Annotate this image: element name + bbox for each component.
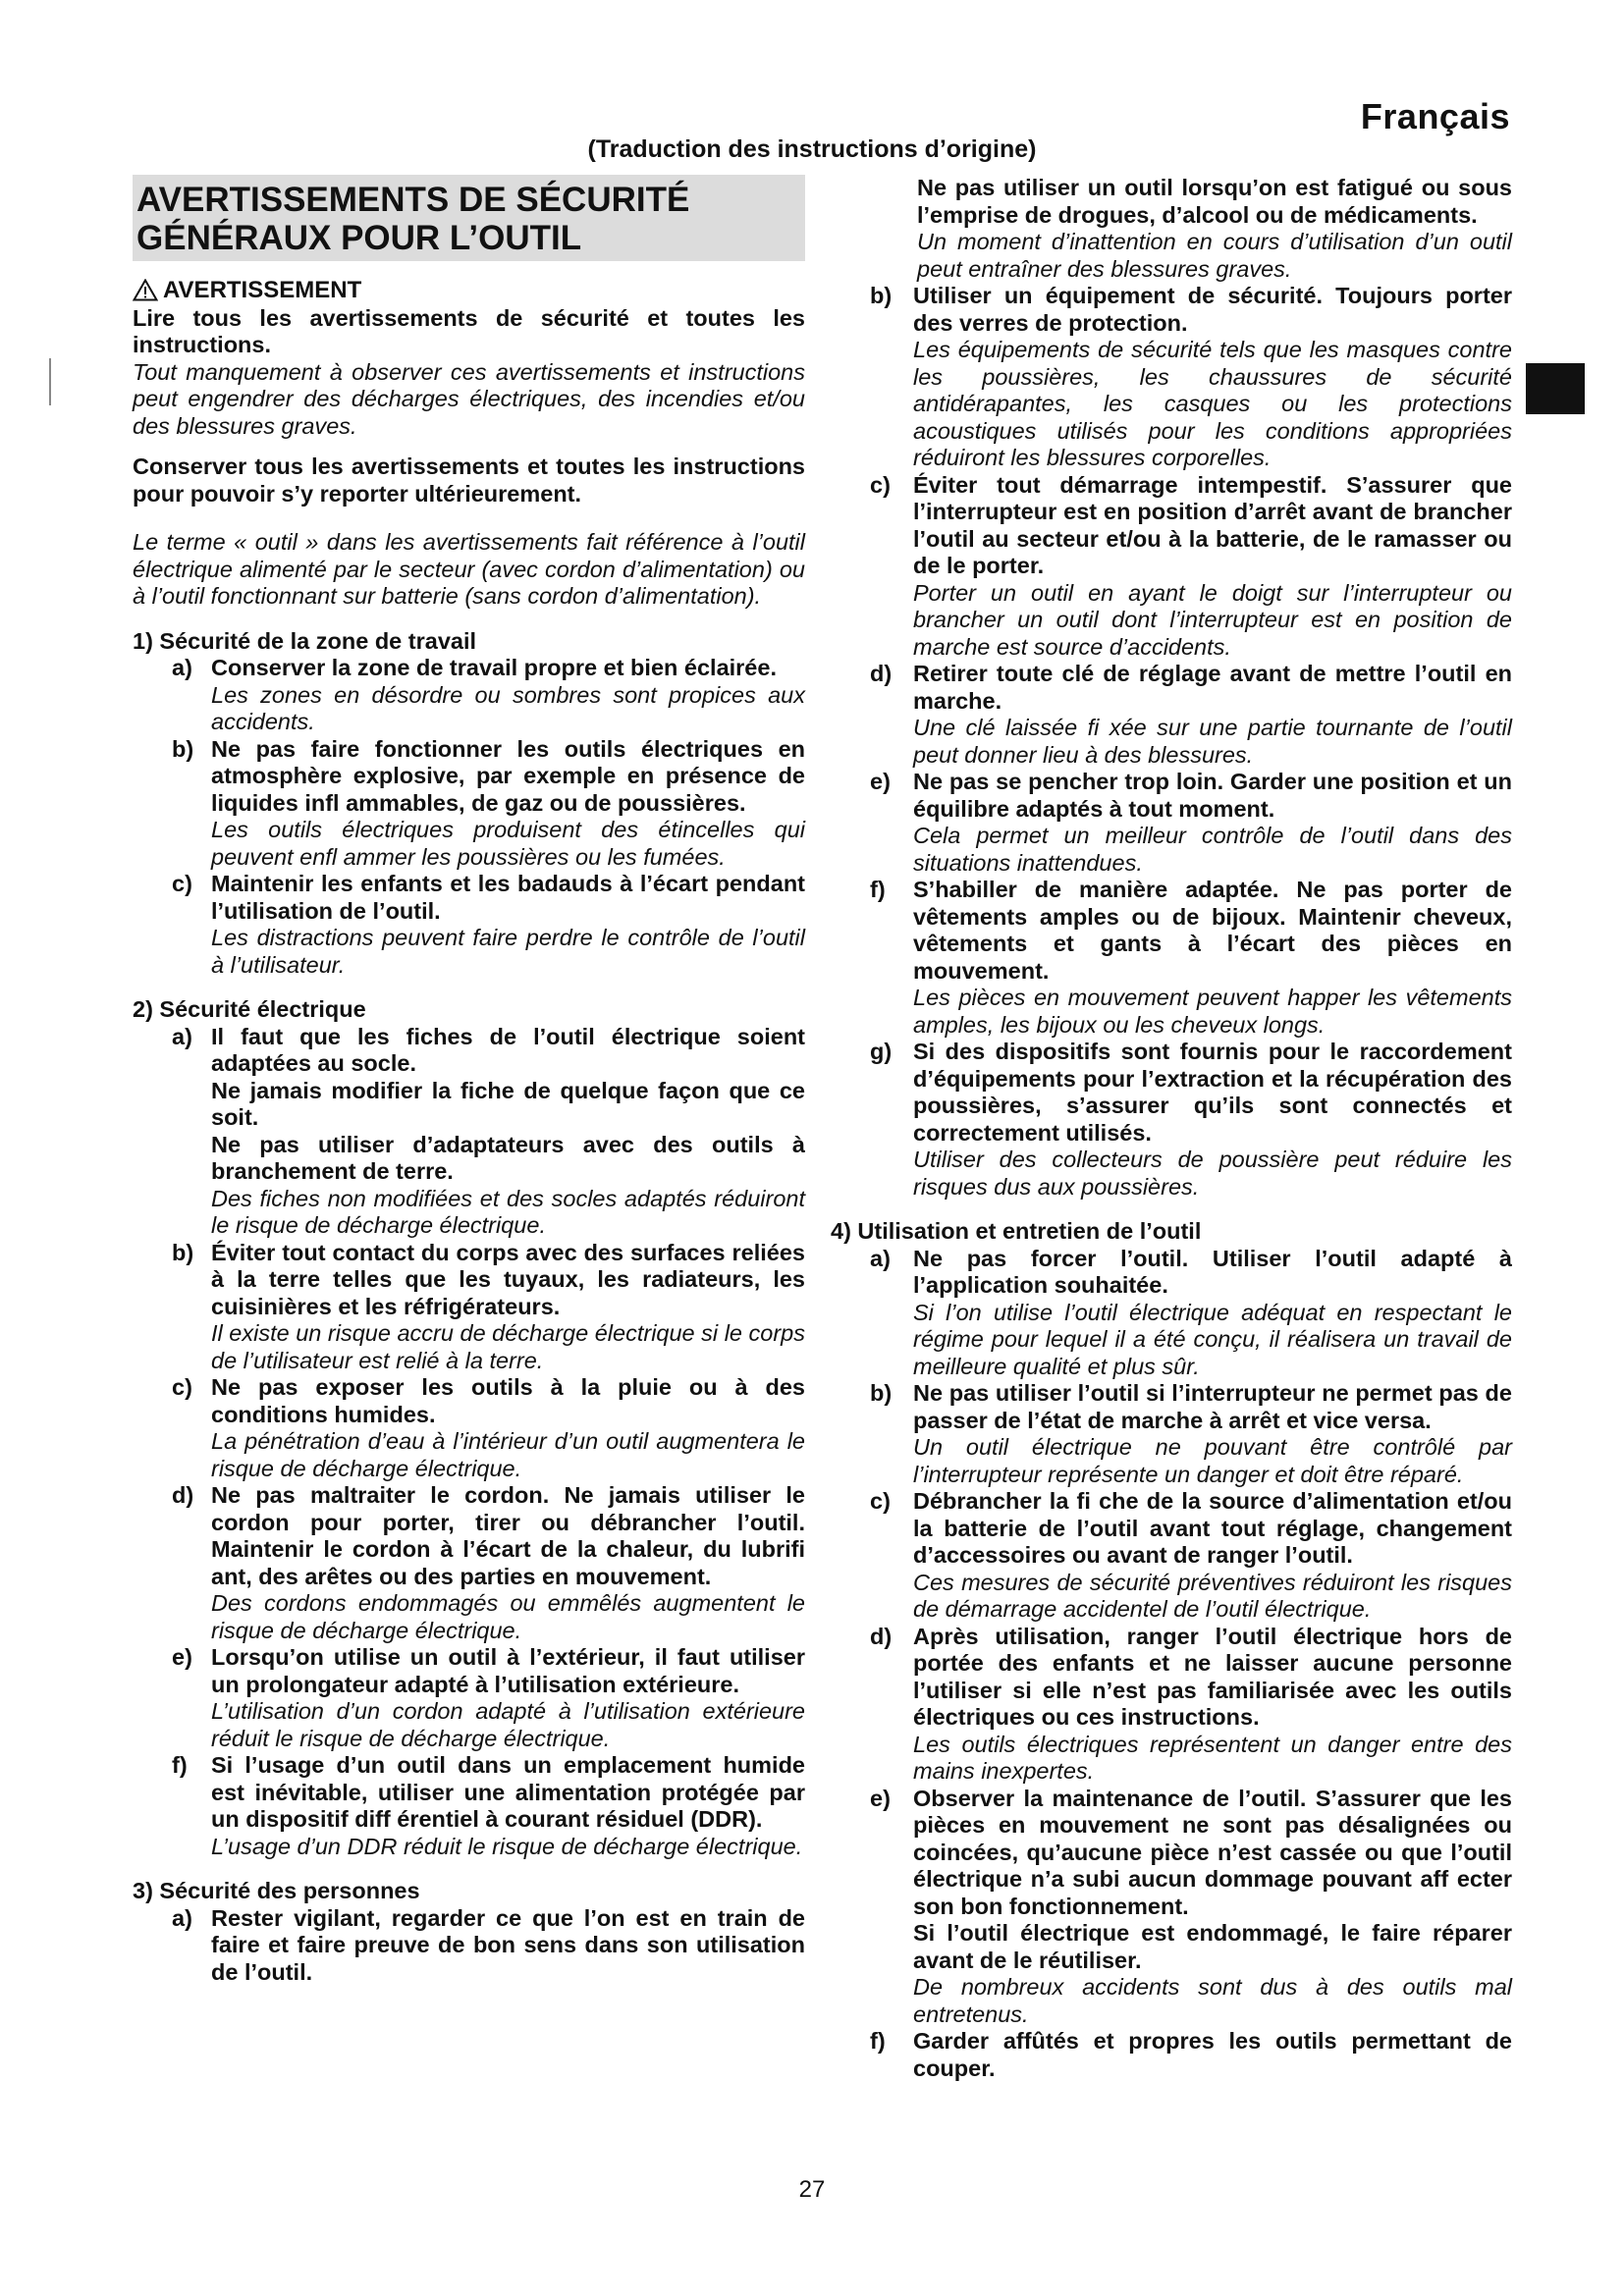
item-bold: Si l’usage d’un outil dans un emplacement humide est inévitable, utiliser une alimentation protégée par un dispositif diff érentiel à courant résiduel (DDR). — [211, 1752, 805, 1832]
item-label: f) — [870, 877, 886, 902]
section-tab-marker — [1526, 363, 1585, 414]
item-3e — [831, 769, 1512, 877]
item-italic: La pénétration d’eau à l’intérieur d’un outil augmentera le risque de décharge électrique. — [211, 1428, 805, 1481]
item-italic: Un outil électrique ne pouvant être contrôlé par l’interrupteur représente un danger et doit être réparé. — [913, 1434, 1512, 1487]
item-2f — [133, 1752, 805, 1860]
item-4c — [831, 1488, 1512, 1624]
item-bold: Il faut que les fiches de l’outil électrique soient adaptées au socle. — [211, 1023, 805, 1076]
warning-italic: Tout manquement à observer ces avertissements et instructions peut engendrer des décharges électriques, des incendies et/ou des blessures graves. — [133, 358, 805, 439]
section-4-title: 4) Utilisation et entretien de l’outil — [831, 1218, 1202, 1244]
section-2-title: 2) Sécurité électrique — [133, 996, 366, 1022]
item-bold: Ne pas utiliser l’outil si l’interrupteur ne permet pas de passer de l’état de marche à arrêt et vice versa. — [913, 1380, 1512, 1433]
item-label: f) — [870, 2028, 886, 2054]
item-italic: Les distractions peuvent faire perdre le contrôle de l’outil à l’utilisateur. — [211, 925, 805, 978]
item-label: a) — [172, 1904, 192, 1931]
item-label: a) — [870, 1245, 891, 1271]
item-bold: Garder affûtés et propres les outils permettant de couper. — [913, 2028, 1512, 2081]
item-bold: Ne pas utiliser d’adaptateurs avec des outils à branchement de terre. — [211, 1131, 805, 1184]
item-italic: L’utilisation d’un cordon adapté à l’utilisation extérieure réduit le risque de décharge électrique. — [211, 1698, 805, 1751]
item-bold: Ne pas maltraiter le cordon. Ne jamais utiliser le cordon pour porter, tirer ou débrancher l’outil. Maintenir le cordon à l’écart de la chaleur, du lubrifi ant, des arêtes ou des parties en mouvement. — [211, 1482, 805, 1589]
item-3g — [831, 1039, 1512, 1201]
item-italic: Les outils électriques produisent des étincelles qui peuvent enfl ammer les poussières ou les fumées. — [211, 817, 805, 870]
item-italic: Une clé laissée fi xée sur une partie tournante de l’outil peut donner lieu à des blessures. — [913, 715, 1512, 768]
item-2c — [133, 1374, 805, 1482]
item-label: e) — [870, 769, 891, 794]
item-label: g) — [870, 1039, 893, 1064]
item-4d — [831, 1624, 1512, 1786]
item-bold: Ne pas forcer l’outil. Utiliser l’outil adapté à l’application souhaitée. — [913, 1245, 1512, 1298]
item-label: b) — [172, 735, 194, 762]
item-italic: Il existe un risque accru de décharge électrique si le corps de l’utilisateur est relié à la terre. — [211, 1320, 805, 1373]
item-bold: Lorsqu’on utilise un outil à l’extérieur, il faut utiliser un prolongateur adapté à l’utilisation extérieure. — [211, 1644, 805, 1697]
item-bold: Rester vigilant, regarder ce que l’on est en train de faire et faire preuve de bon sens dans son utilisation de l’outil. — [211, 1904, 805, 1985]
item-bold: Maintenir les enfants et les badauds à l’écart pendant l’utilisation de l’outil. — [211, 871, 805, 924]
item-3b — [831, 283, 1512, 472]
left-column — [133, 175, 805, 1986]
item-label: d) — [870, 1623, 893, 1649]
item-label: b) — [172, 1239, 194, 1265]
item-italic: Utiliser des collecteurs de poussière peut réduire les risques dus aux poussières. — [913, 1147, 1512, 1200]
item-italic: Les équipements de sécurité tels que les masques contre les poussières, les chaussures de sécurité antidérapantes, les casques ou les protections acoustiques utilisés pour les conditions appropriées réduiront les blessures corporelles. — [913, 337, 1512, 470]
item-italic: Ces mesures de sécurité préventives réduiront les risques de démarrage accidentel de l’outil électrique. — [913, 1569, 1512, 1622]
item-label: d) — [870, 661, 893, 686]
warning-triangle-icon — [133, 279, 158, 301]
item-bold: Retirer toute clé de réglage avant de mettre l’outil en marche. — [913, 661, 1512, 714]
item-label: b) — [870, 1380, 893, 1406]
section-1-title: 1) Sécurité de la zone de travail — [133, 627, 477, 654]
item-4b — [831, 1380, 1512, 1488]
document-subtitle: (Traduction des instructions d’origine) — [587, 135, 1037, 163]
item-italic: Porter un outil en ayant le doigt sur l’interrupteur ou brancher un outil dont l’interrupteur est en position de marche est source d’accidents. — [913, 579, 1512, 660]
warning-bold: Lire tous les avertissements de sécurité et toutes les instructions. — [133, 304, 805, 357]
item-4a — [831, 1246, 1512, 1381]
language-label: Français — [1360, 96, 1510, 136]
item-bold: Ne pas exposer les outils à la pluie ou à des conditions humides. — [211, 1374, 805, 1427]
item-label: e) — [172, 1644, 192, 1670]
item-italic: Des cordons endommagés ou emmêlés augmentent le risque de décharge électrique. — [211, 1590, 805, 1643]
item-bold: Après utilisation, ranger l’outil électrique hors de portée des enfants et ne laisser aucune personne l’utiliser si elle n’est pas familiarisée avec les outils électriques ou ces instructions. — [913, 1623, 1512, 1730]
item-label: c) — [870, 1488, 891, 1514]
item-label: a) — [172, 655, 192, 680]
warning-heading — [133, 277, 805, 304]
item-italic: L’usage d’un DDR réduit le risque de décharge électrique. — [211, 1833, 803, 1859]
item-1b — [133, 736, 805, 872]
item-2d — [133, 1482, 805, 1644]
item-label: f) — [172, 1752, 188, 1778]
page-number: 27 — [798, 2176, 826, 2203]
item-bold: Ne pas utiliser un outil lorsqu’on est fatigué ou sous l’emprise de drogues, d’alcool ou de médicaments. — [917, 175, 1512, 228]
section-title: AVERTISSEMENTS DE SÉCURITÉ GÉNÉRAUX POUR L’OUTIL — [133, 175, 805, 261]
item-italic: Les zones en désordre ou sombres sont propices aux accidents. — [211, 681, 805, 734]
item-label: d) — [172, 1482, 194, 1508]
item-4e — [831, 1786, 1512, 2029]
item-bold: Ne jamais modifier la fiche de quelque façon que ce soit. — [211, 1077, 805, 1130]
item-italic: Cela permet un meilleur contrôle de l’outil dans des situations inattendues. — [913, 823, 1512, 876]
item-bold: Conserver la zone de travail propre et bien éclairée. — [211, 655, 777, 680]
item-italic: Les outils électriques représentent un danger entre des mains inexpertes. — [913, 1731, 1512, 1784]
item-2a — [133, 1024, 805, 1240]
item-label: e) — [870, 1785, 891, 1811]
item-3f — [831, 877, 1512, 1039]
term-definition: Le terme « outil » dans les avertissements fait référence à l’outil électrique alimenté par le secteur (avec cordon d’alimentation) ou à l’outil fonctionnant sur batterie (sans cordon d’alimentation). — [133, 529, 805, 609]
item-bold: Si des dispositifs sont fournis pour le raccordement d’équipements pour l’extraction et la récupération des poussières, s’assurer qu’ils sont connectés et correctement utilisés. — [913, 1039, 1512, 1146]
item-label: c) — [172, 1374, 192, 1400]
item-3d — [831, 661, 1512, 769]
item-bold: Si l’outil électrique est endommagé, le faire réparer avant de le réutiliser. — [913, 1920, 1512, 1973]
item-2b — [133, 1240, 805, 1375]
item-1c — [133, 871, 805, 979]
item-3c — [831, 472, 1512, 662]
item-bold: Débrancher la fi che de la source d’alimentation et/ou la batterie de l’outil avant tout réglage, changement d’accessoires ou avant de ranger l’outil. — [913, 1488, 1512, 1568]
item-bold: Utiliser un équipement de sécurité. Toujours porter des verres de protection. — [913, 283, 1512, 336]
item-italic: De nombreux accidents sont dus à des outils mal entretenus. — [913, 1974, 1512, 2027]
item-3a — [133, 1905, 805, 1987]
section-3-title: 3) Sécurité des personnes — [133, 1878, 420, 1903]
item-1a — [133, 655, 805, 736]
item-italic: Les pièces en mouvement peuvent happer les vêtements amples, les bijoux ou les cheveux longs. — [913, 985, 1512, 1038]
item-bold: Ne pas faire fonctionner les outils électriques en atmosphère explosive, par exemple en présence de liquides infl ammables, de gaz ou de poussières. — [211, 735, 805, 816]
margin-mark — [49, 358, 51, 405]
item-label: c) — [172, 871, 192, 896]
keep-instructions: Conserver tous les avertissements et toutes les instructions pour pouvoir s’y reporter ultérieurement. — [133, 454, 805, 507]
item-italic: Des fiches non modifiées et des socles adaptés réduiront le risque de décharge électrique. — [211, 1185, 805, 1238]
item-label: a) — [172, 1023, 192, 1049]
item-bold: Observer la maintenance de l’outil. S’assurer que les pièces en mouvement ne sont pas désalignées ou coincées, qu’aucune pièce n’est cassée ou que l’outil électrique n’a subi aucun dommage pouvant aff ecter son bon fonctionnement. — [913, 1785, 1512, 1919]
right-column — [831, 175, 1512, 2082]
item-4f — [831, 2028, 1512, 2082]
item-bold: Ne pas se pencher trop loin. Garder une position et un équilibre adaptés à tout moment. — [913, 769, 1512, 822]
item-3a-continued — [831, 175, 1512, 283]
item-bold: Éviter tout contact du corps avec des surfaces reliées à la terre telles que les tuyaux, les radiateurs, les cuisinières et les réfrigérateurs. — [211, 1239, 805, 1319]
item-label: b) — [870, 283, 893, 308]
item-italic: Si l’on utilise l’outil électrique adéquat en respectant le régime pour lequel il a été conçu, il réalisera un travail de meilleure qualité et plus sûr. — [913, 1299, 1512, 1379]
item-bold: S’habiller de manière adaptée. Ne pas porter de vêtements amples ou de bijoux. Maintenir cheveux, vêtements et gants à l’écart des pièces en mouvement. — [913, 877, 1512, 984]
item-bold: Éviter tout démarrage intempestif. S’assurer que l’interrupteur est en position d’arrêt avant de brancher l’outil au secteur et/ou à la batterie, de le ramasser ou de le porter. — [913, 471, 1512, 578]
warning-label: AVERTISSEMENT — [163, 277, 362, 303]
item-italic: Un moment d’inattention en cours d’utilisation d’un outil peut entraîner des blessures graves. — [917, 229, 1512, 282]
item-label: c) — [870, 471, 891, 498]
item-2e — [133, 1644, 805, 1752]
